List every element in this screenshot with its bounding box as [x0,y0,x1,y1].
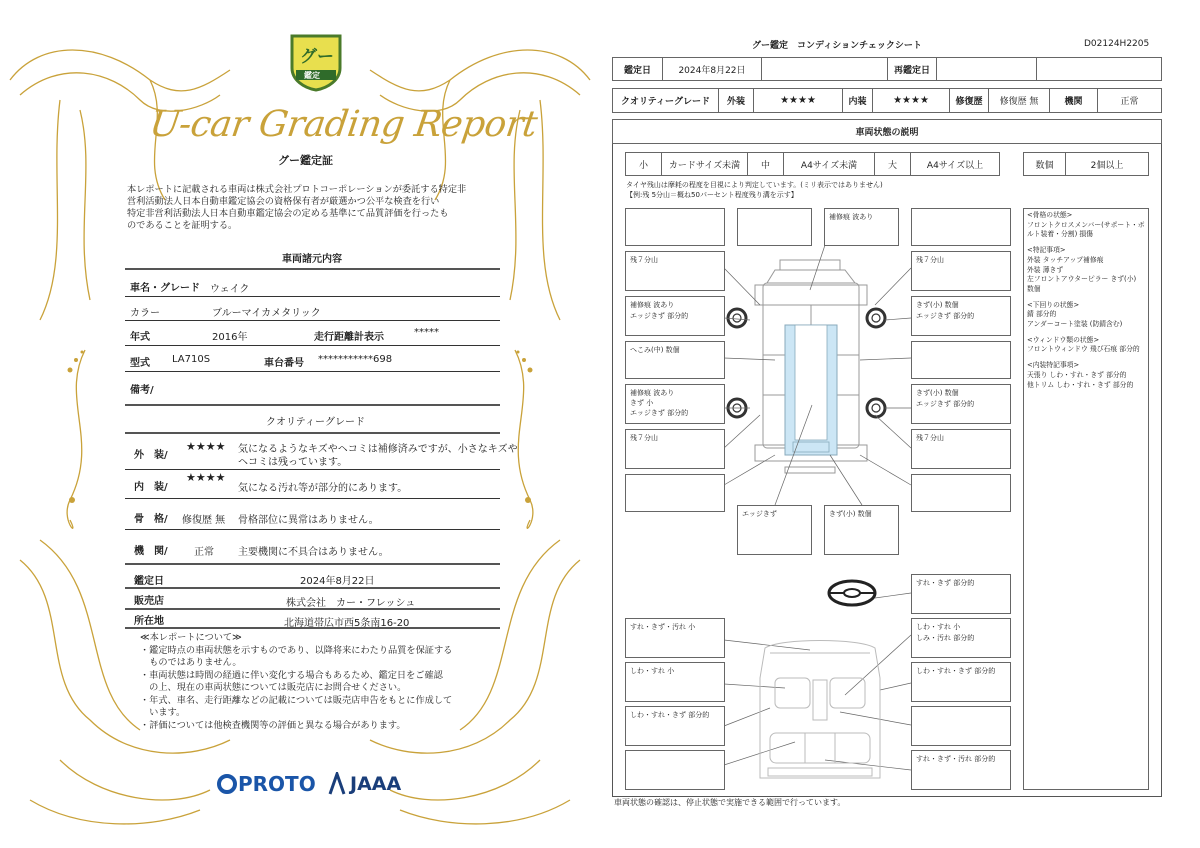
address-value: 北海道帯広市西5条南16-20 [284,618,410,629]
footer-note: 車両状態の確認は、停止状態で実施できる範囲で行っています。 [614,798,846,807]
note-line: フロントクロスメンバー(サポート・ボ [1027,220,1145,229]
badge-bottom-text: 鑑定 [304,71,320,80]
about-heading: ≪本レポートについて≫ [140,632,242,643]
about-line: います。 [140,707,186,718]
car-name-label: 車名・グレード [130,283,200,294]
note-line: ルト装着・分割) 損傷 [1027,230,1093,239]
ext-box-empty [911,208,1011,246]
exterior-text: 気になるようなキズやヘコミは補修済みですが、小さなキズや [238,444,518,455]
frame-label: 骨 格/ [134,514,168,525]
int-box-left-1: すれ・きず・汚れ 小 [625,618,725,658]
model-value: LA710S [172,354,211,365]
legend-mid-desc: A4サイズ未満 [783,152,875,176]
quality-heading: クオリティーグレード [266,417,365,428]
legend-large: 大 [874,152,911,176]
note-line: 数個 [1027,284,1041,293]
divider [125,268,500,270]
color-label: カラー [130,308,160,319]
notes-label: 備考/ [130,385,154,396]
ext-box-empty [737,208,812,246]
year-value: 2016年 [212,332,248,343]
ext-stars: ★★★★ [753,88,843,113]
engine-value: 正常 [194,547,214,558]
note-line: 外装 タッチアップ補修痕 [1027,255,1104,264]
about-line: ・評価については他検査機関等の評価と異なる場合があります。 [140,719,406,731]
ext-box-left-3: へこみ(中) 数個 [625,341,725,379]
about-line: の上、現在の車両状態については販売店にお問合せください。 [140,682,407,693]
engine-label: 機 関/ [134,546,168,557]
legend-count: 数個 [1023,152,1066,176]
divider [125,587,500,589]
about-line: ・年式、車名、走行距離などの記載については販売店申告をもとに作成して [140,694,453,706]
note-line: <下回りの状態> [1027,300,1080,309]
divider [125,529,500,530]
interior-text: 気になる汚れ等が部分的にあります。 [238,483,408,494]
cert-line: 営利活動法人日本自動車鑑定協会の資格保有者が厳選かつ公平な検査を行い [127,196,440,207]
badge-top-text: グー [300,47,334,67]
jaaa-mark-icon [328,772,346,796]
proto-mark-icon [216,773,238,795]
engine-value: 正常 [1097,88,1162,113]
spec-heading: 車両諸元内容 [282,254,342,265]
note-line: <ウィンドウ類の状態> [1027,335,1100,344]
date-value: 2024年8月22日 [662,57,762,81]
int-box-right-4: すれ・きず・汚れ 部分的 [911,750,1011,790]
note-line: 左フロントアウターピラー きず(小) [1027,275,1137,284]
note-line: 外装 薄きず [1027,265,1064,274]
date-label: 鑑定日 [612,57,663,81]
ext-box-top-center: 補修痕 波あり [824,208,899,246]
interior-stars: ★★★★ [186,471,226,484]
car-name-value: ウェイク [210,284,250,295]
int-box-steering: すれ・きず 部分的 [911,574,1011,614]
steering-wheel-icon [826,578,878,608]
legend-mid: 中 [747,152,784,176]
int-box-empty [911,706,1011,746]
ext-box-left-5: 残７分山 [625,429,725,469]
note-line: 他トリム しわ・すれ・きず 部分的 [1027,380,1134,389]
divider [125,608,500,610]
ext-box-empty [911,474,1011,512]
color-value: ブルーマイカメタリック [212,308,321,319]
condition-check-sheet [600,0,1200,848]
ext-box-right-5: 残７分山 [911,429,1011,469]
divider [125,627,500,629]
legend-large-desc: A4サイズ以上 [910,152,1000,176]
divider [125,345,500,346]
shop-value: 株式会社 カー・フレッシュ [286,598,416,609]
ext-label: 外装 [718,88,754,113]
divider [125,432,500,434]
mileage-value: ***** [414,327,439,338]
chassis-value: ***********698 [318,354,393,365]
quality-grade-label: クオリティーグレード [612,88,719,113]
ext-box-right-4: きず(小) 数個 エッジきず 部分的 [911,384,1011,424]
report-title: U-car Grading Report [147,104,540,145]
divider [125,498,500,499]
about-line: ・鑑定時点の車両状態を示すものであり、以降将来にわたり品質を保証する [140,644,453,656]
sheet-title: グー鑑定 コンディションチェックシート [752,41,922,51]
cert-line: 特定非営利活動法人日本自動車鑑定協会の定める基準にて品質評価を行ったも [127,208,449,219]
int-box-right-1: しわ・すれ 小 しみ・汚れ 部分的 [911,618,1011,658]
note-line: <特記事項> [1027,246,1066,255]
note-line: 天張り しわ・すれ・きず 部分的 [1027,370,1127,379]
divider [125,404,500,406]
goo-kantei-badge [288,30,344,92]
frame-text: 骨格部位に異常はありません。 [238,515,379,526]
proto-logo-text: PROTO [238,772,316,796]
ext-box-right-1: 残７分山 [911,251,1011,291]
about-line: ・車両状態は時間の経過に伴い変化する場合もあるため、鑑定日をご確認 [140,669,443,681]
ext-box-left-2: 補修痕 波あり エッジきず 部分的 [625,296,725,336]
exterior-stars: ★★★★ [186,440,226,453]
legend-small-desc: カードサイズ未満 [661,152,748,176]
chassis-label: 車台番号 [264,358,304,369]
jaaa-logo-text: JAAA [350,773,402,795]
cert-line: 本レポートに記載される車両は株式会社プロトコーポレーションが委託する特定非 [127,184,467,195]
note-line: 錆 部分的 [1027,310,1057,319]
divider [125,563,500,565]
redate-label: 再鑑定日 [887,57,937,81]
ext-box-empty [625,208,725,246]
divider [125,469,500,470]
interior-label: 内 装/ [134,482,168,493]
note-line: <骨格の状態> [1027,211,1073,219]
section-title: 車両状態の説明 [612,119,1162,144]
divider [125,320,500,321]
int-box-left-3: しわ・すれ・きず 部分的 [625,706,725,746]
appraisal-date-label: 鑑定日 [134,576,164,587]
certificate-heading: グー鑑定証 [278,154,333,167]
ext-box-empty [625,474,725,512]
document-id: D02124H2205 [1084,39,1150,49]
legend-count-desc: 2個以上 [1065,152,1149,176]
shop-label: 販売店 [134,596,164,607]
notes-panel [1023,208,1149,790]
note-line: アンダーコート塗装 (防錆含む) [1027,320,1123,329]
int-stars: ★★★★ [872,88,950,113]
address-label: 所在地 [134,616,164,627]
about-section [140,632,452,732]
car-interior-diagram [750,638,890,788]
ext-box-bottom-left: エッジきず [737,505,812,555]
about-line: ものではありません。 [140,657,242,668]
certificate-text [127,184,466,232]
ext-box-right-3 [911,341,1011,379]
legend-small: 小 [625,152,662,176]
int-box-left-2: しわ・すれ 小 [625,662,725,702]
engine-label: 機関 [1049,88,1098,113]
exterior-label: 外 装/ [134,450,168,461]
cert-line: のであることを証明する。 [127,220,238,231]
year-label: 年式 [130,332,150,343]
repair-value: 修復歴 無 [988,88,1050,113]
mileage-label: 走行距離計表示 [314,332,384,343]
tire-note: タイヤ残山は摩耗の程度を目視により判定しています。(ミリ表示ではありません) [626,181,883,189]
int-box-right-2: しわ・すれ・きず 部分的 [911,662,1011,702]
ext-box-left-1: 残７分山 [625,251,725,291]
repair-label: 修復歴 [949,88,989,113]
ext-box-bottom-right: きず(小) 数個 [824,505,899,555]
divider [125,371,500,372]
int-box-empty [625,750,725,790]
engine-text: 主要機関に不具合はありません。 [238,547,389,558]
divider [125,296,500,297]
ext-box-right-2: きず(小) 数個 エッジきず 部分的 [911,296,1011,336]
ext-box-left-4: 補修痕 波あり きず 小 エッジきず 部分的 [625,384,725,424]
note-line: フロントウィンドウ 飛び石痕 部分的 [1027,345,1140,354]
exterior-text: ヘコミは残っています。 [238,457,348,468]
appraisal-date-value: 2024年8月22日 [300,576,375,587]
note-line: <内装特記事項> [1027,361,1080,370]
frame-value: 修復歴 無 [182,515,226,526]
model-label: 型式 [130,358,150,369]
int-label: 内装 [842,88,873,113]
tire-note: 【例:残 5分山＝概ね50パーセント程度残り溝を示す】 [626,191,798,199]
